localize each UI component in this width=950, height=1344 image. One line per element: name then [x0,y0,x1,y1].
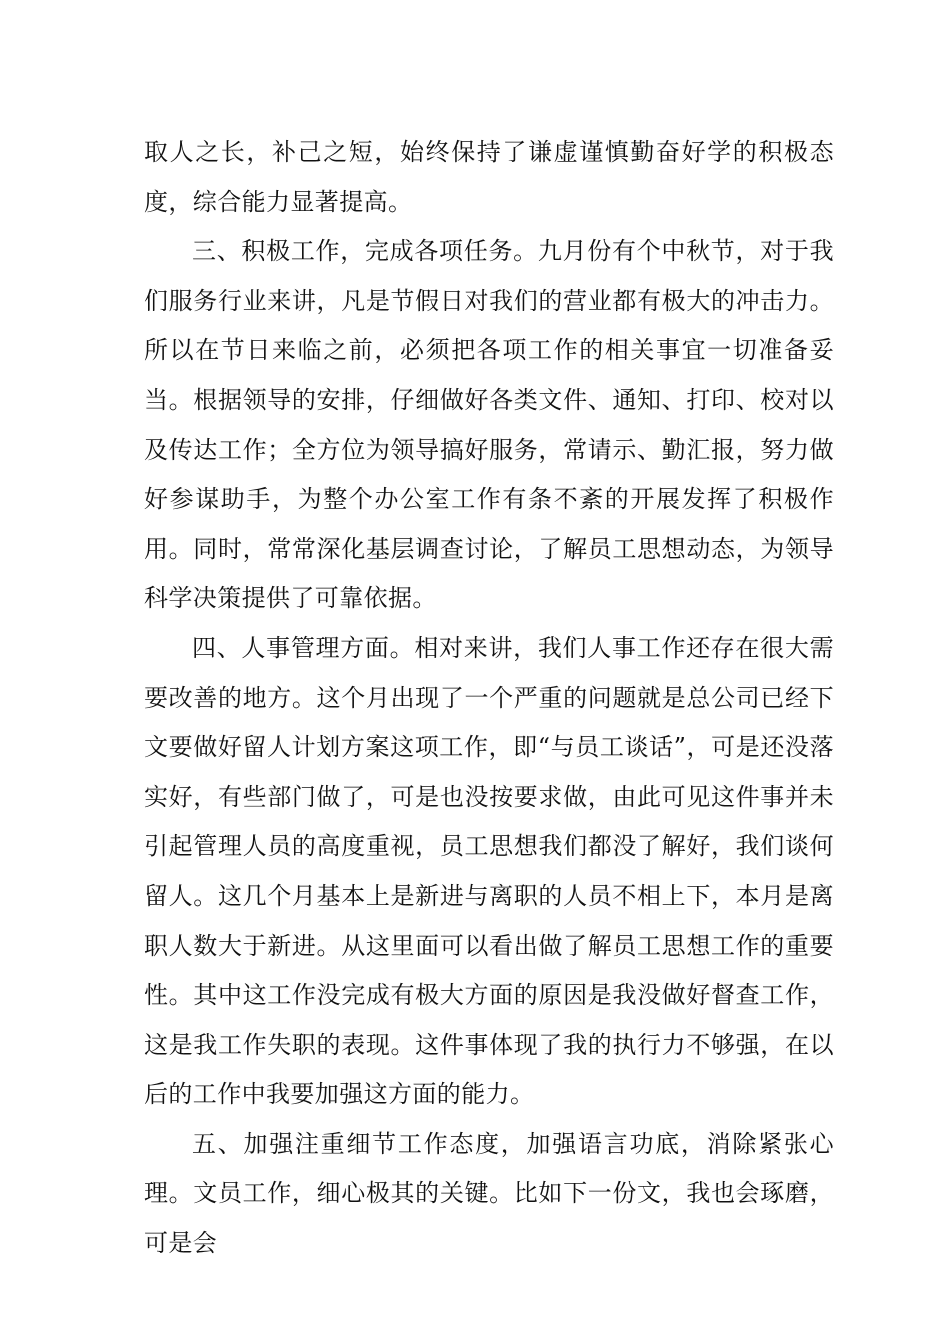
document-body [144,128,834,1269]
paragraph-continuation: 取人之长，补己之短，始终保持了谦虚谨慎勤奋好学的积极态度，综合能力显著提高。 [144,138,834,216]
paragraph-section-5: 五、加强注重细节工作态度，加强语言功底，消除紧张心理。文员工作，细心极其的关键。比如下一份文，我也会琢磨，可是会 [144,1129,834,1258]
paragraph-section-3: 三、积极工作，完成各项任务。九月份有个中秋节，对于我们服务行业来讲，凡是节假日对我们的营业都有极大的冲击力。所以在节日来临之前，必须把各项工作的相关事宜一切准备妥当。根据领导的安排，仔细做好各类文件、通知、打印、校对以及传达工作；全方位为领导搞好服务，常请示、勤汇报，努力做好参谋助手，为整个办公室工作有条不紊的开展发挥了积极作用。同时，常常深化基层调查讨论，了解员工思想动态，为领导科学决策提供了可靠依据。 [144,237,834,613]
paragraph-section-4: 四、人事管理方面。相对来讲，我们人事工作还存在很大需要改善的地方。这个月出现了一个严重的问题就是总公司已经下文要做好留人计划方案这项工作，即“与员工谈话”，可是还没落实好，有些部门做了，可是也没按要求做，由此可见这件事并未引起管理人员的高度重视，员工思想我们都没了解好，我们谈何留人。这几个月基本上是新进与离职的人员不相上下，本月是离职人数大于新进。从这里面可以看出做了解员工思想工作的重要性。其中这工作没完成有极大方面的原因是我没做好督查工作，这是我工作失职的表现。这件事体现了我的执行力不够强，在以后的工作中我要加强这方面的能力。 [144,633,834,1109]
